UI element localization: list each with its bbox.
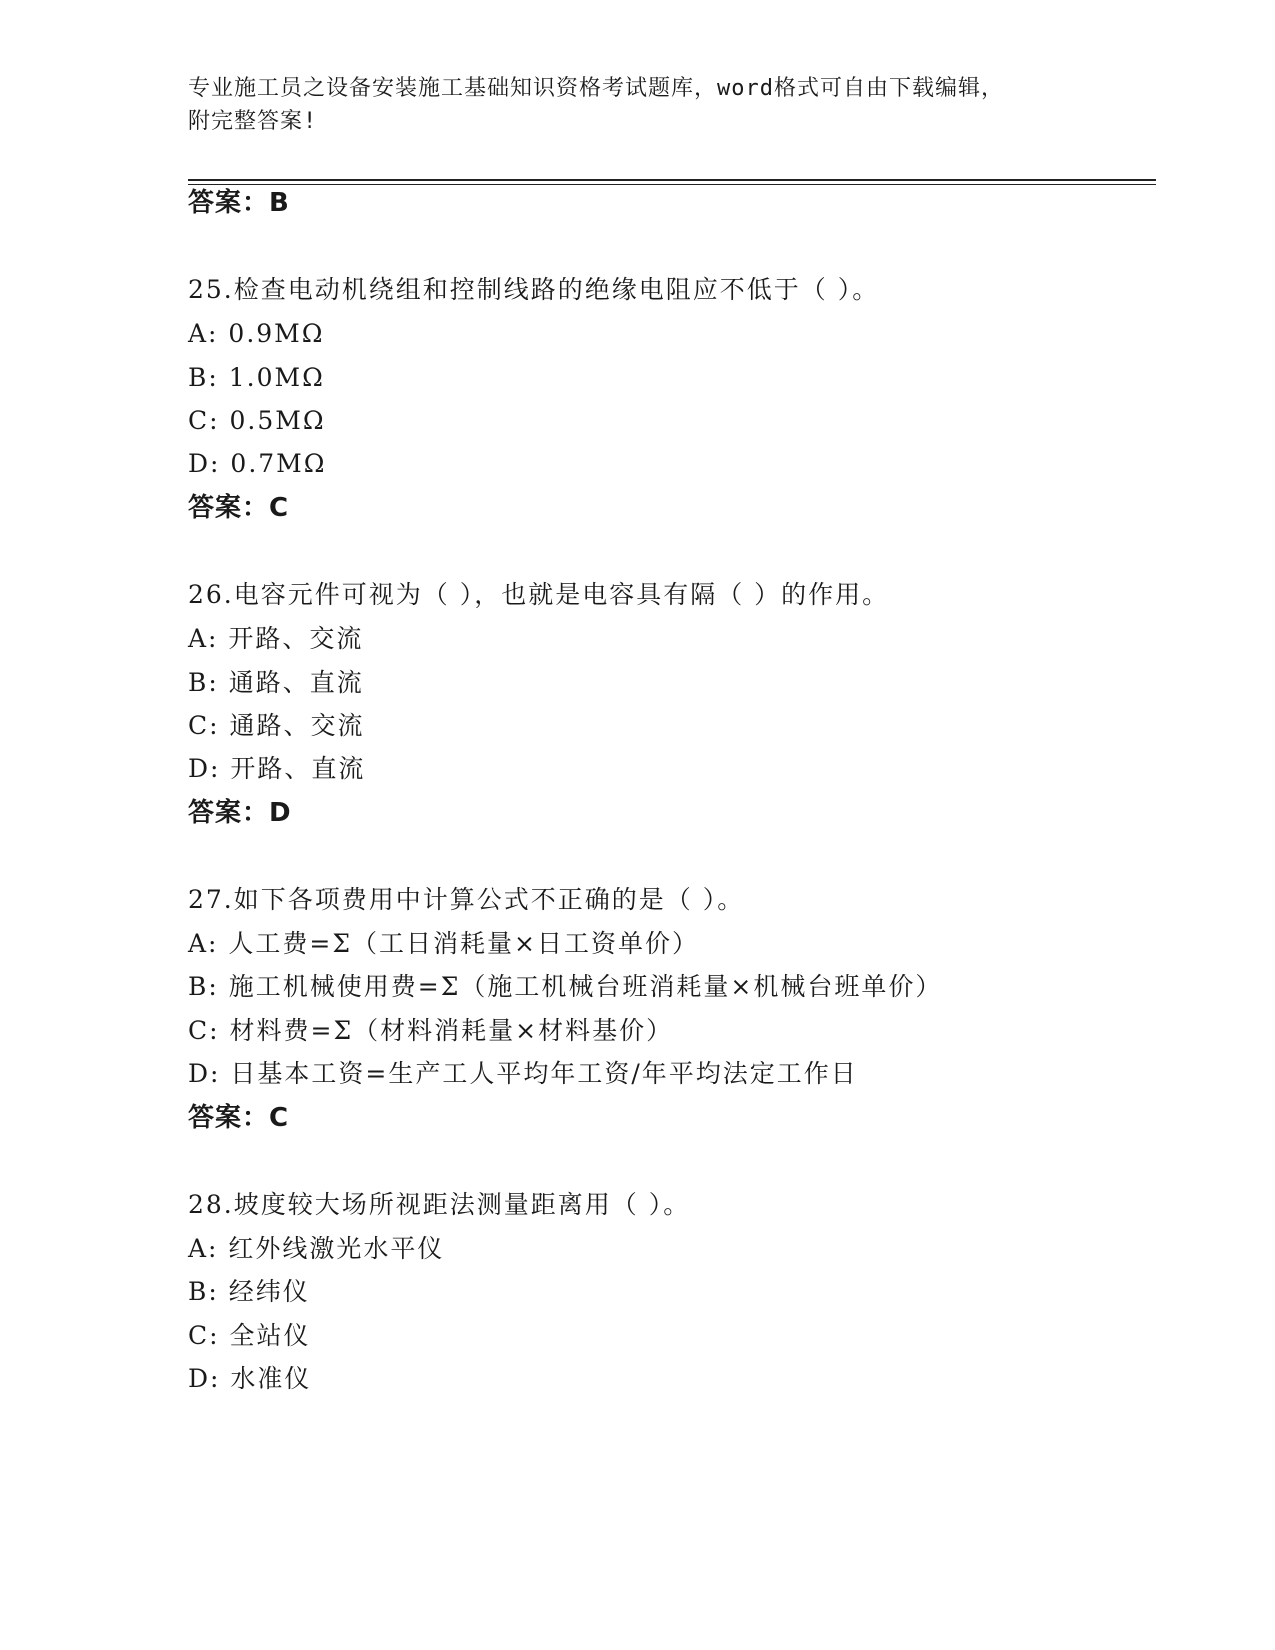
answer-label: 答案：	[188, 188, 270, 218]
document-header	[188, 72, 1068, 138]
answer-25	[188, 492, 289, 524]
header-line-2: 附完整答案!	[188, 109, 318, 134]
answer-value: C	[269, 1103, 290, 1133]
question-stem-28: 28.坡度较大场所视距法测量距离用（ ）。	[188, 1190, 691, 1219]
answer-value: C	[269, 493, 290, 523]
header-line-1: 专业施工员之设备安装施工基础知识资格考试题库，word格式可自由下载编辑，	[188, 76, 1004, 101]
option-28-b: B: 经纬仪	[188, 1277, 310, 1306]
option-26-c: C: 通路、交流	[188, 711, 365, 740]
question-stem-27: 27.如下各项费用中计算公式不正确的是（ ）。	[188, 885, 745, 914]
option-25-a: A: 0.9MΩ	[188, 319, 325, 348]
question-stem-25: 25.检查电动机绕组和控制线路的绝缘电阻应不低于（ ）。	[188, 275, 880, 304]
option-25-d: D: 0.7MΩ	[188, 449, 327, 478]
header-divider-thick	[188, 179, 1156, 181]
option-25-b: B: 1.0MΩ	[188, 363, 325, 392]
answer-value: B	[269, 188, 290, 218]
option-25-c: C: 0.5MΩ	[188, 406, 326, 435]
option-28-d: D: 水准仪	[188, 1364, 312, 1393]
option-28-a: A: 红外线激光水平仪	[188, 1234, 445, 1263]
answer-value: D	[269, 798, 292, 828]
question-stem-26: 26.电容元件可视为（ ），也就是电容具有隔（ ）的作用。	[188, 580, 890, 609]
answer-26	[188, 797, 292, 829]
option-28-c: C: 全站仪	[188, 1321, 311, 1350]
option-27-c: C: 材料费=Σ（材料消耗量×材料基价）	[188, 1016, 674, 1045]
option-27-d: D: 日基本工资=生产工人平均年工资/年平均法定工作日	[188, 1059, 858, 1088]
option-26-a: A: 开路、交流	[188, 624, 364, 653]
answer-label: 答案：	[188, 1103, 270, 1133]
answer-27	[188, 1102, 289, 1134]
answer-label: 答案：	[188, 798, 270, 828]
answer-label: 答案：	[188, 493, 270, 523]
option-27-a: A: 人工费=Σ（工日消耗量×日工资单价）	[188, 929, 699, 958]
option-26-d: D: 开路、直流	[188, 754, 366, 783]
answer-prev	[188, 187, 290, 219]
header-divider-thin	[188, 184, 1156, 185]
option-26-b: B: 通路、直流	[188, 668, 364, 697]
option-27-b: B: 施工机械使用费=Σ（施工机械台班消耗量×机械台班单价）	[188, 972, 943, 1001]
